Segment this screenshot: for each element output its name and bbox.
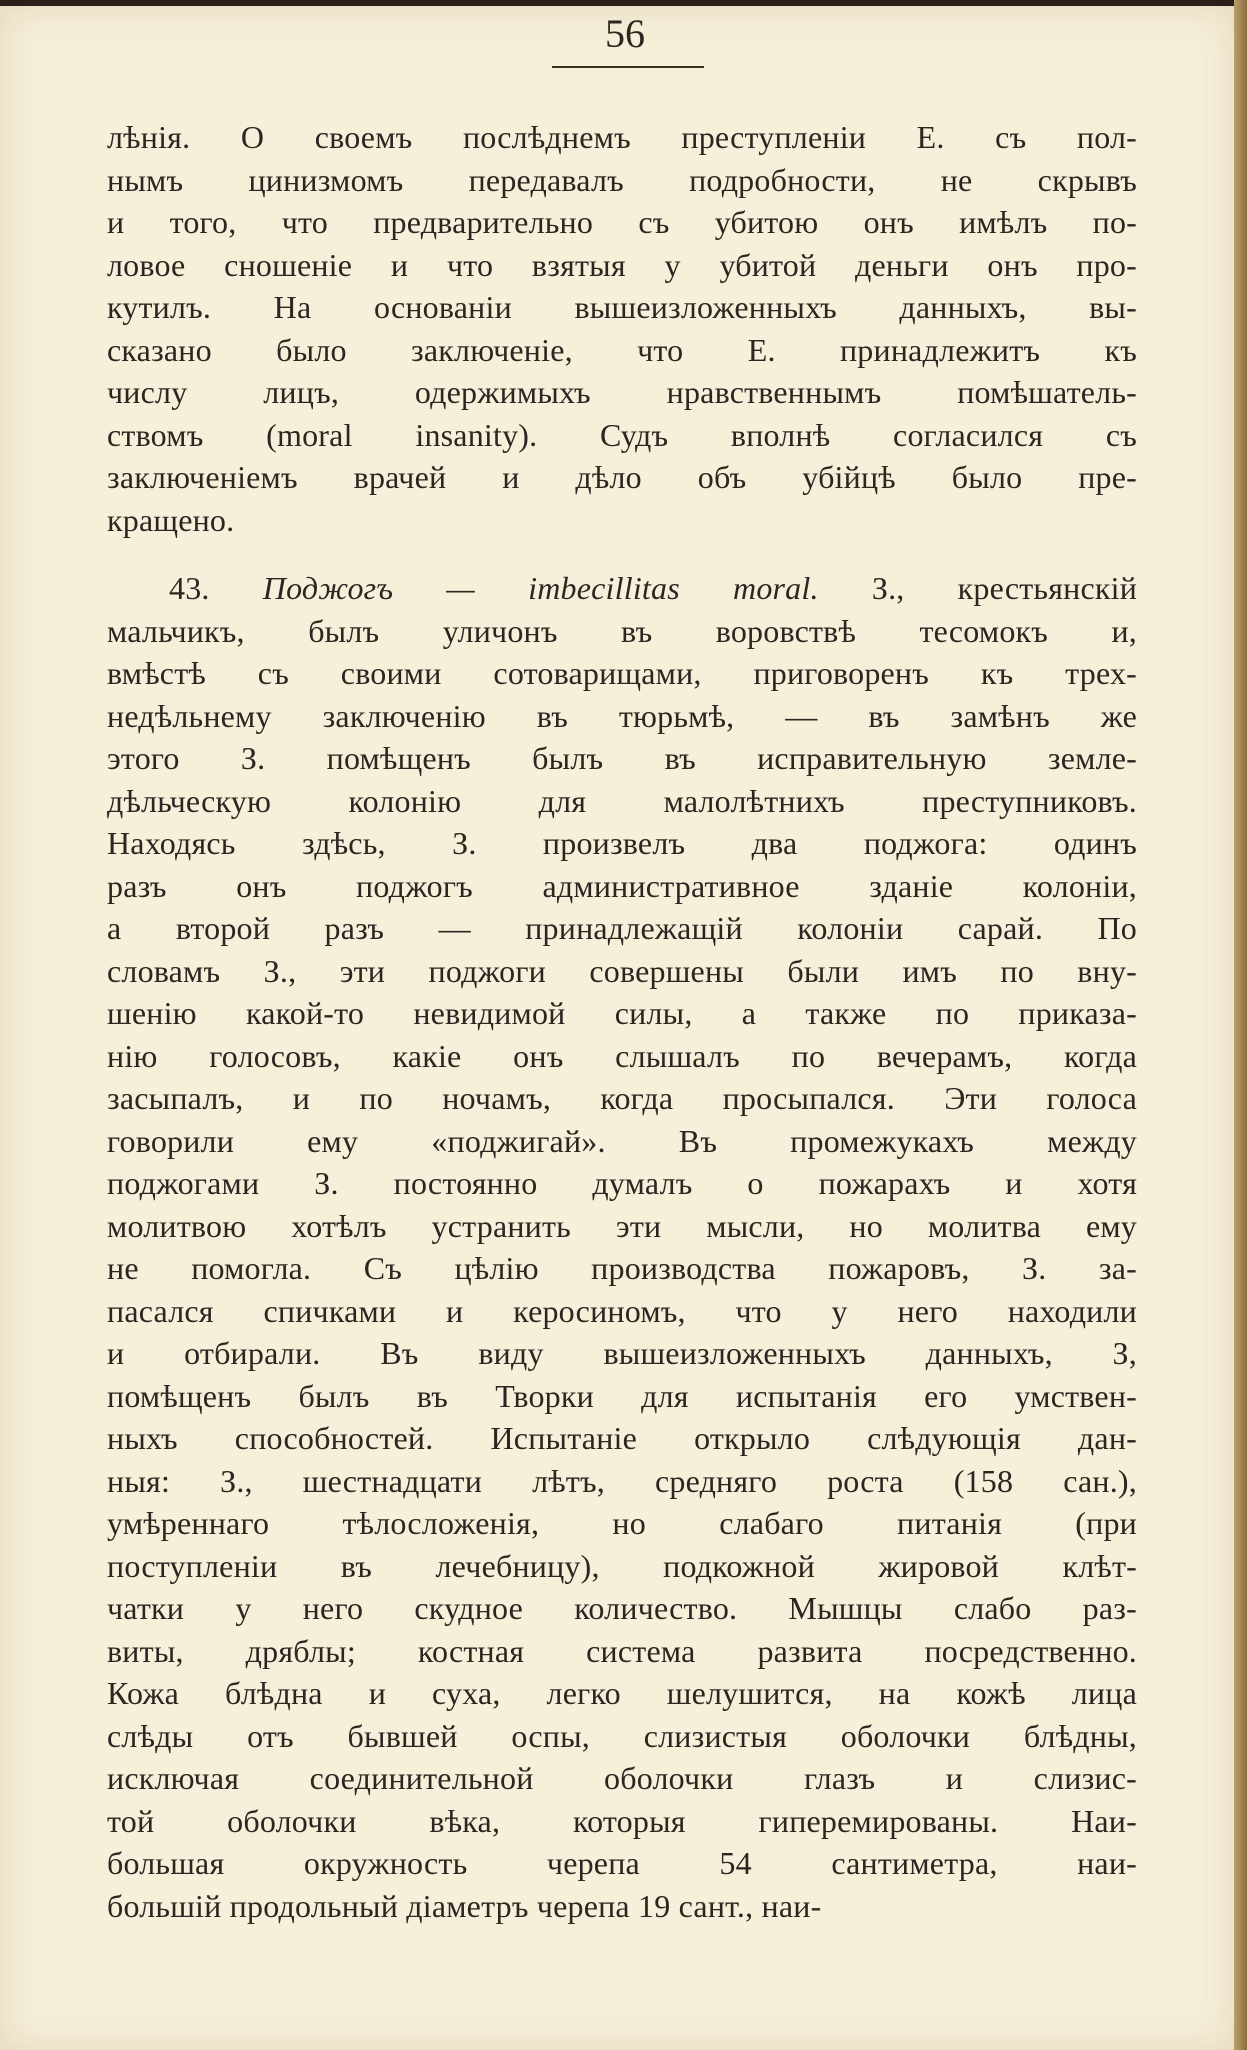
case-number: 43.	[169, 570, 210, 606]
paragraph-2-line: а второй разъ — принадлежащій колоніи сарай. По	[107, 910, 1137, 946]
paragraph-2-line: большій продольный діаметръ черепа 19 сант., наи-	[107, 1887, 822, 1924]
paragraph-2-line: большая окружность черепа 54 сантиметра, наи-	[107, 1845, 1137, 1881]
paragraph-2-line: разъ онъ поджогъ административное зданіе колоніи,	[107, 867, 1137, 904]
paragraph-2-line: недѣльнему заключенію въ тюрьмѣ, — въ замѣнъ же	[107, 697, 1137, 734]
page-number: 56	[605, 11, 645, 56]
paragraph-1-line: ловое сношеніе и что взятыя у убитой деньги онъ про-	[107, 246, 1137, 283]
paragraph-2-line: поджогами З. постоянно думалъ о пожарахъ и хотя	[107, 1165, 1137, 1201]
paragraph-1-line: нымъ цинизмомъ передавалъ подробности, не скрывъ	[107, 161, 1137, 198]
paragraph-2-line: той оболочки вѣка, которыя гиперемированы. Наи-	[107, 1802, 1137, 1839]
paragraph-1-line: сказано было заключеніе, что Е. принадлежитъ къ	[107, 331, 1137, 368]
paragraph-2-line: не помогла. Съ цѣлію производства пожаровъ, З. за-	[107, 1250, 1137, 1286]
paragraph-2-line: вмѣстѣ съ своими сотоварищами, приговоренъ къ трех-	[107, 655, 1137, 691]
paragraph-2-line: и отбирали. Въ виду вышеизложенныхъ данныхъ, З,	[107, 1335, 1137, 1371]
paragraph-1-line: кращено.	[107, 501, 235, 538]
paragraph-2-line: слѣды отъ бывшей оспы, слизистыя оболочки блѣдны,	[107, 1717, 1137, 1754]
paragraph-2-line: ныя: З., шестнадцати лѣтъ, средняго роста (158 сан.),	[107, 1462, 1137, 1499]
paragraph-2-line: дѣльческую колонію для малолѣтнихъ преступниковъ.	[107, 782, 1137, 819]
paragraph-2-line: виты, дряблы; костная система развита посредственно.	[107, 1632, 1137, 1669]
paragraph-2-line: засыпалъ, и по ночамъ, когда просыпался. Эти голоса	[107, 1080, 1137, 1116]
paragraph-2-line: исключая соединительной оболочки глазъ и слизис-	[107, 1760, 1137, 1796]
paragraph-1	[107, 116, 1137, 541]
paragraph-1-line: кутилъ. На основаніи вышеизложенныхъ данныхъ, вы-	[107, 289, 1137, 325]
paragraph-1-line: и того, что предварительно съ убитою онъ имѣлъ по-	[107, 204, 1137, 240]
paragraph-2-line: словамъ З., эти поджоги совершены были имъ по вну-	[107, 952, 1137, 989]
paragraph-2-line: чатки у него скудное количество. Мышцы слабо раз-	[107, 1590, 1137, 1626]
paragraph-2-line: говорили ему «поджигай». Въ промежукахъ между	[107, 1122, 1137, 1159]
paragraph-2-line: пасался спичками и керосиномъ, что у него находили	[107, 1292, 1137, 1329]
paragraph-2-line: этого З. помѣщенъ былъ въ исправительную земле-	[107, 740, 1137, 776]
paragraph-2-line: Находясь здѣсь, З. произвелъ два поджога: одинъ	[107, 825, 1137, 861]
paragraph-1-line: ствомъ (moral insanity). Судъ вполнѣ согласился съ	[107, 416, 1137, 453]
case-heading-line	[107, 567, 1137, 610]
paragraph-1-line: числу лицъ, одержимыхъ нравственнымъ помѣшатель-	[107, 374, 1137, 410]
paragraph-2-line: помѣщенъ былъ въ Творки для испытанія его умствен-	[107, 1377, 1137, 1414]
paragraph-2-line: ныхъ способностей. Испытаніе открыло слѣдующія дан-	[107, 1420, 1137, 1456]
paragraph-2-line: мальчикъ, былъ уличонъ въ воровствѣ тесомокъ и,	[107, 612, 1137, 649]
paragraph-2-line: шенію какой-то невидимой силы, а также по приказа-	[107, 995, 1137, 1031]
case-title: Поджогъ — imbecillitas moral.	[262, 570, 819, 606]
paragraph-1-line: заключеніемъ врачей и дѣло объ убійцѣ было пре-	[107, 459, 1137, 495]
book-binding-edge	[1234, 0, 1247, 2050]
paragraph-2-line: Кожа блѣдна и суха, легко шелушится, на кожѣ лица	[107, 1675, 1137, 1711]
paragraph-2-line: поступленіи въ лечебницу), подкожной жировой клѣт-	[107, 1547, 1137, 1584]
paragraph-2-line: молитвою хотѣлъ устранить эти мысли, но молитва ему	[107, 1207, 1137, 1244]
paragraph-1-line: лѣнія. О своемъ послѣднемъ преступленіи Е. съ пол-	[107, 119, 1137, 155]
page-number-rule	[552, 66, 704, 68]
page-body	[107, 116, 1137, 1927]
paragraph-2-line: умѣреннаго тѣлосложенія, но слабаго питанія (при	[107, 1505, 1137, 1541]
paragraph-2-line: нію голосовъ, какіе онъ слышалъ по вечерамъ, когда	[107, 1037, 1137, 1074]
case-heading-rest: З., крестьянскій	[871, 570, 1138, 606]
paragraph-2-case-43	[107, 567, 1137, 1927]
